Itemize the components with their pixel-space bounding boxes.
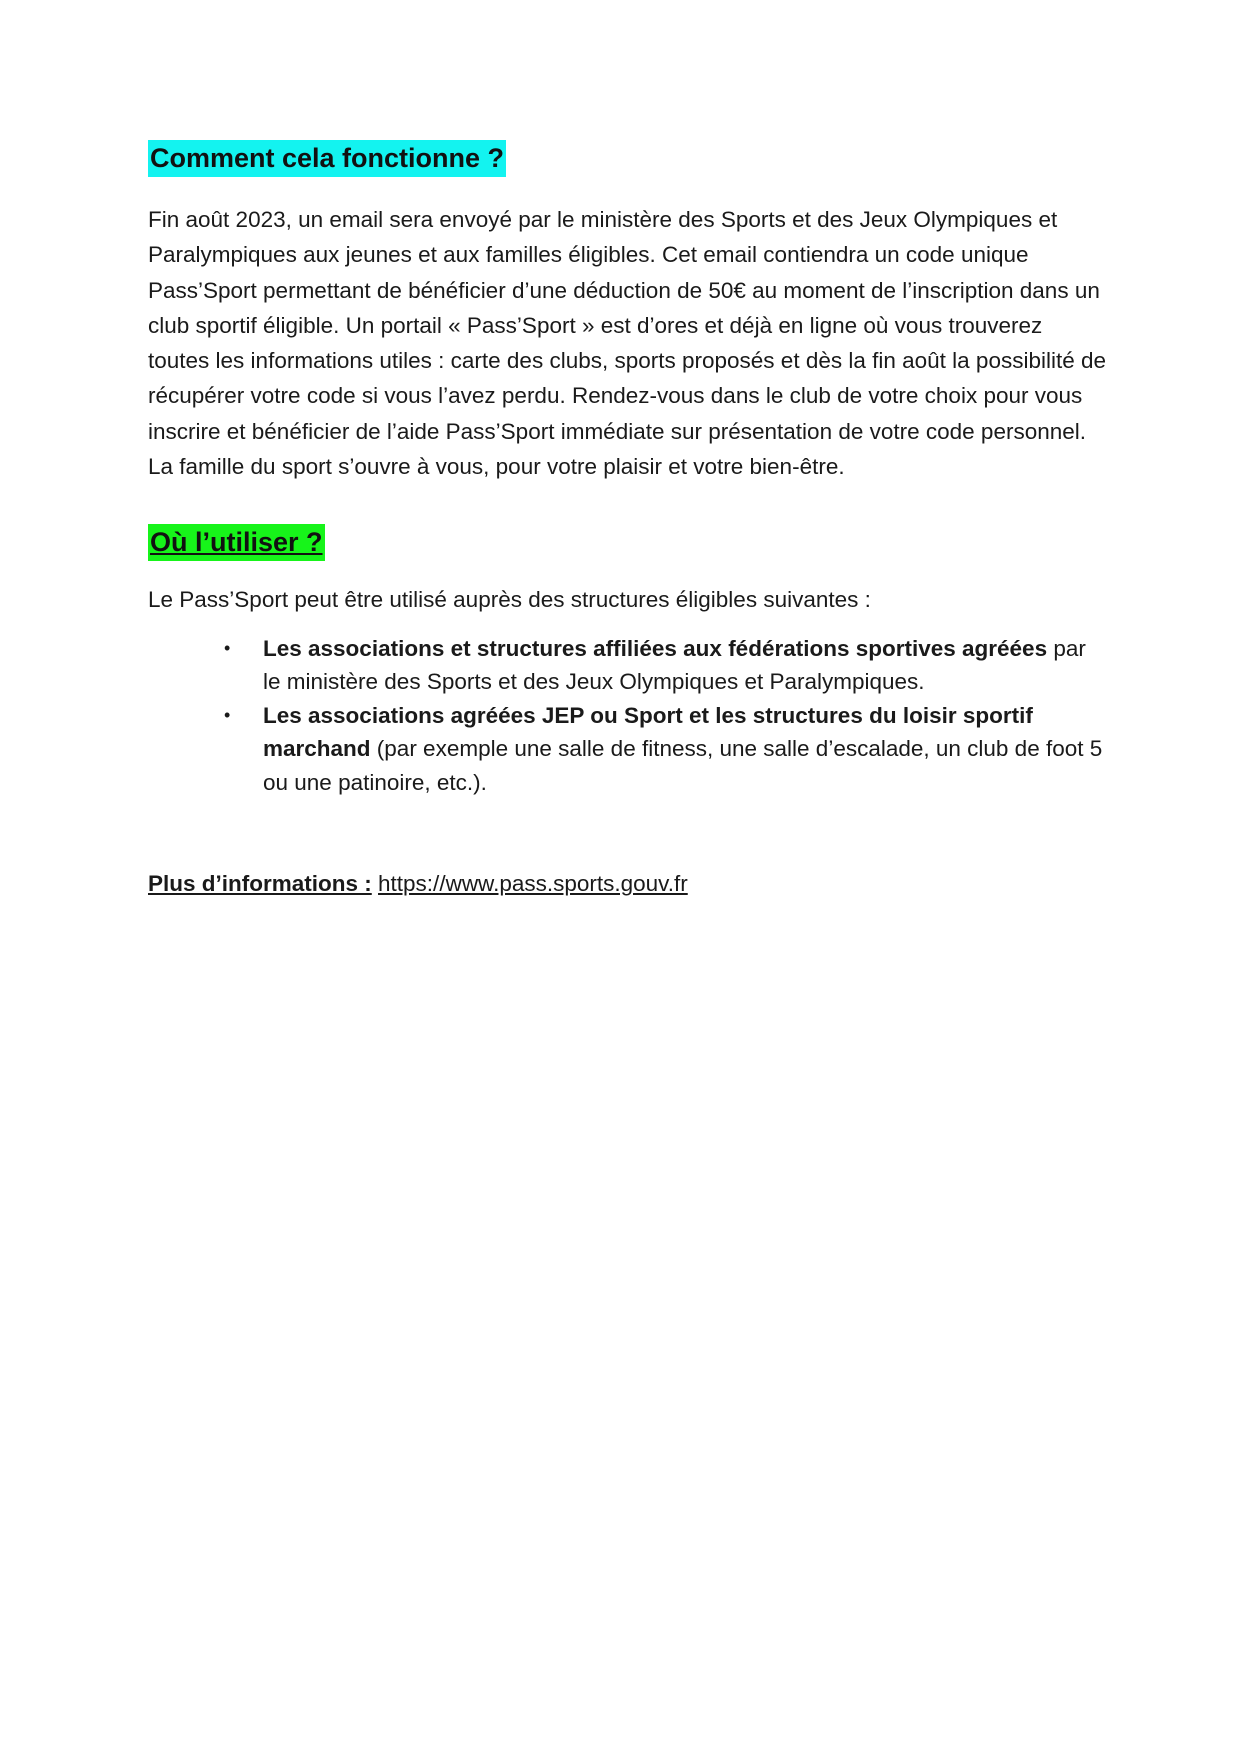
list-item-text: (par exemple une salle de fitness, une salle d’escalade, un club de foot 5 ou une patinoire, etc.).	[263, 736, 1103, 795]
section-how-it-works	[148, 140, 1108, 484]
list-item-text: par le ministère des Sports et des Jeux Olympiques et Paralympiques.	[263, 635, 1086, 695]
list-item	[148, 699, 1108, 800]
list-item-bold-text: Les associations agréées JEP ou Sport et les structures du loisir sportif marchand	[263, 702, 1033, 762]
bullet-icon: •	[224, 637, 231, 658]
more-info-link[interactable]: https://www.pass.sports.gouv.fr	[378, 871, 688, 897]
section-heading-how-it-works: Comment cela fonctionne ?	[148, 140, 506, 177]
list-item	[148, 632, 1108, 699]
more-info-label: Plus d’informations :	[148, 871, 372, 897]
more-info-line	[148, 867, 1108, 901]
eligible-structures-list	[148, 632, 1108, 800]
where-to-use-intro: Le Pass’Sport peut être utilisé auprès des structures éligibles suivantes :	[148, 587, 871, 613]
section-where-to-use	[148, 524, 1108, 799]
document-page	[148, 140, 1108, 924]
list-item-bold-text: Les associations et structures affiliées aux fédérations sportives agréées	[263, 635, 1048, 661]
bullet-icon: •	[224, 704, 231, 725]
section-heading-where-to-use: Où l’utiliser ?	[148, 524, 325, 561]
how-it-works-paragraph: Fin août 2023, un email sera envoyé par le ministère des Sports et des Jeux Olympiques et Paralympiques aux jeunes et aux familles éligibles. Cet email contiendra un code unique Pass’Sport permettant de bénéficier d’une déduction de 50€ au moment de l’inscription dans un club sportif éligible. Un portail « Pass’Sport » est d’ores et déjà en ligne où vous trouverez toutes les informations utiles : carte des clubs, sports proposés et dès la fin août la possibilité de récupérer votre code si vous l’avez perdu. Rendez-vous dans le club de votre choix pour vous inscrire et bénéficier de l’aide Pass’Sport immédiate sur présentation de votre code personnel. La famille du sport s’ouvre à vous, pour votre plaisir et votre bien-être.	[148, 207, 1107, 480]
